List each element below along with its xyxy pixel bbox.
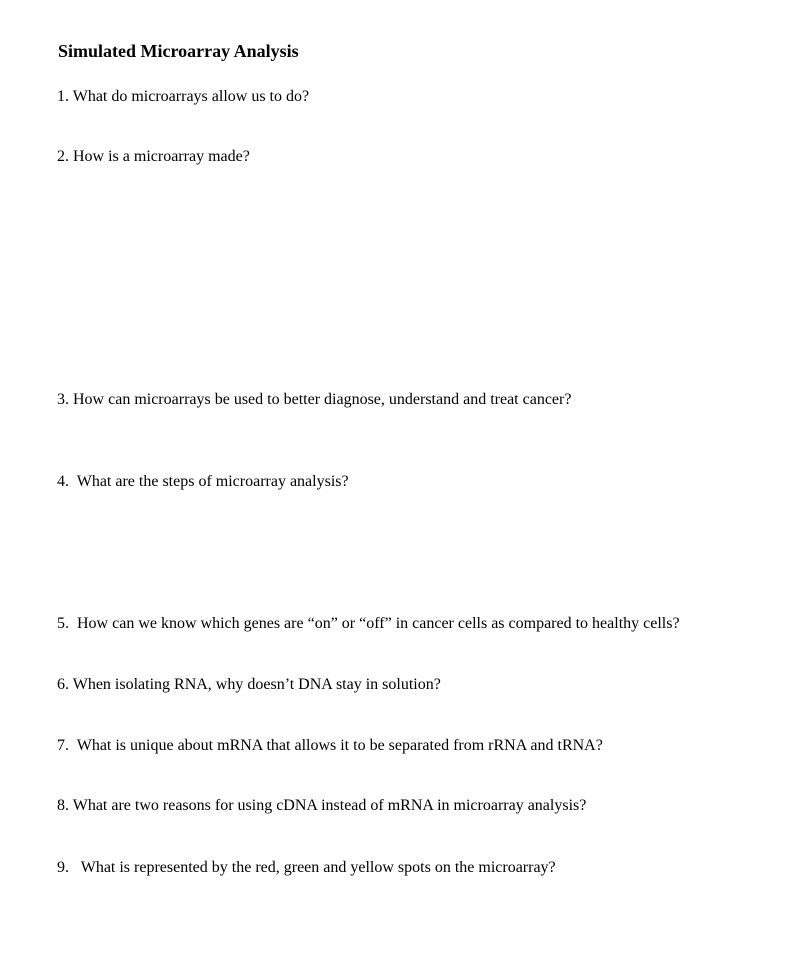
question-5: 5. How can we know which genes are “on” or “off” in cancer cells as compared to healthy cells?: [57, 615, 680, 632]
question-7: 7. What is unique about mRNA that allows it to be separated from rRNA and tRNA?: [57, 737, 603, 754]
document-title: Simulated Microarray Analysis: [58, 41, 299, 61]
question-8: 8. What are two reasons for using cDNA instead of mRNA in microarray analysis?: [57, 797, 587, 814]
question-3: 3. How can microarrays be used to better diagnose, understand and treat cancer?: [57, 391, 572, 408]
question-4: 4. What are the steps of microarray analysis?: [57, 473, 349, 490]
question-6: 6. When isolating RNA, why doesn’t DNA stay in solution?: [57, 676, 441, 693]
question-9: 9. What is represented by the red, green and yellow spots on the microarray?: [57, 859, 556, 876]
question-1: 1. What do microarrays allow us to do?: [57, 88, 310, 105]
question-2: 2. How is a microarray made?: [57, 148, 250, 165]
